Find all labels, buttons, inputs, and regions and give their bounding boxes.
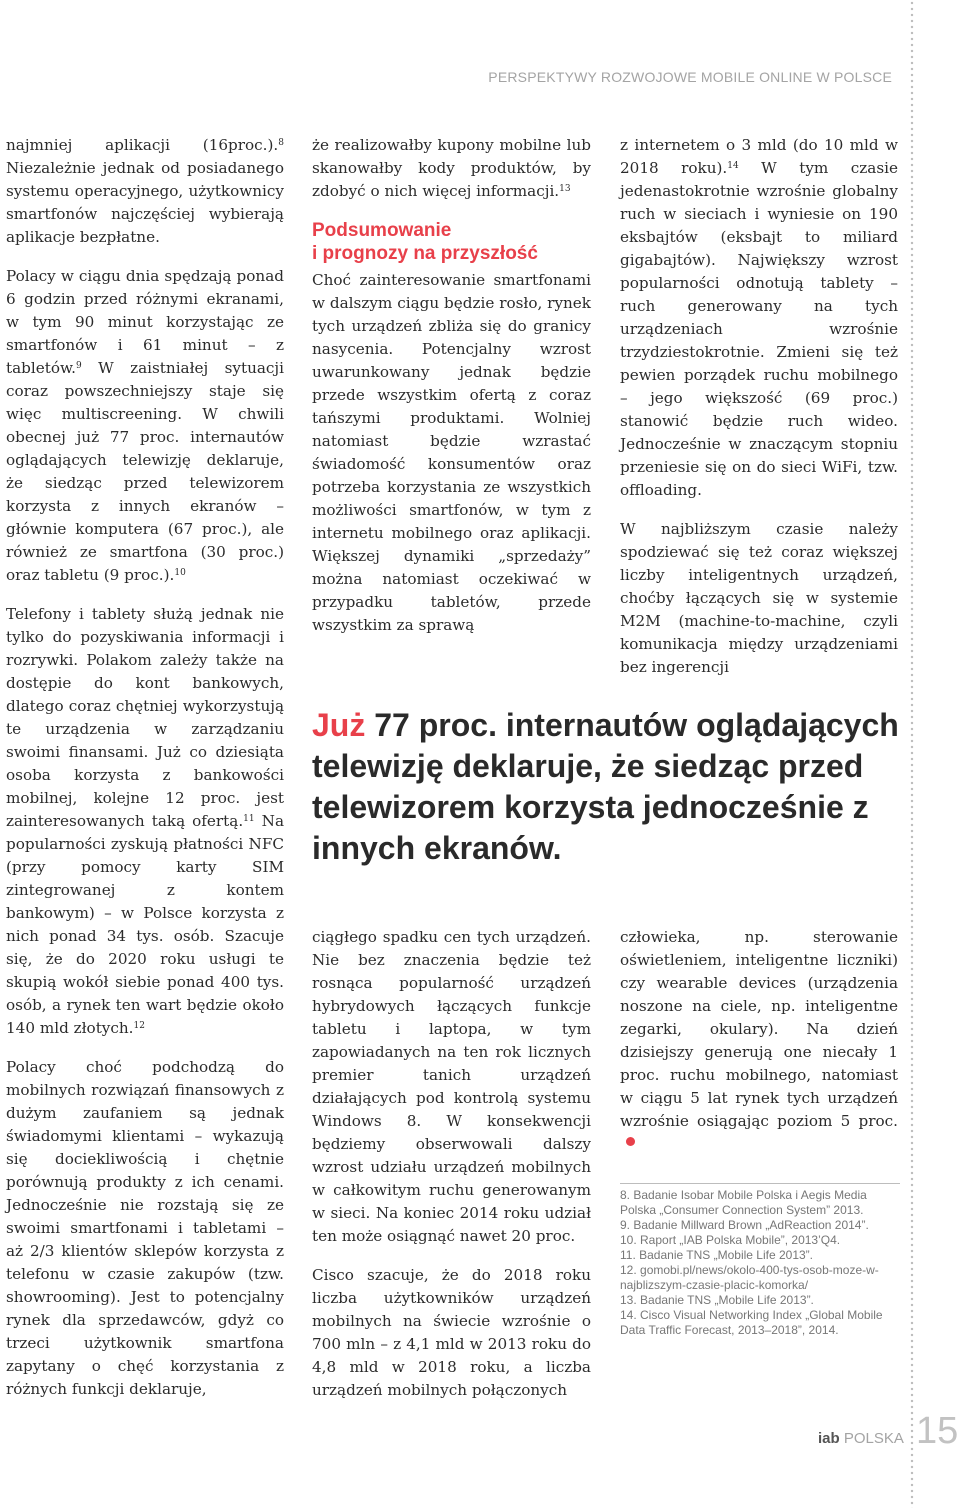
section-heading: Podsumowanie i prognozy na przyszłość — [312, 220, 538, 264]
footnotes — [620, 1188, 900, 1338]
column-3 — [620, 134, 898, 695]
end-mark-icon — [626, 1137, 635, 1146]
paragraph: Cisco szacuje, że do 2018 roku liczba użytkowników urządzeń mobilnych na świecie wzrośnie o 700 mln – z 4,1 mld w 2013 roku do 4,8 mld w 2018 roku, a liczba urządzeń mobilnych połączonych — [312, 1266, 591, 1399]
paragraph: Polacy w ciągu dnia spędzają ponad 6 godzin przed różnymi ekranami, w tym 90 minut korzystając ze smartfonów i 61 minut – z tabletów.$^9$ W zaistniałej sytuacji coraz powszechniejszy staje się więc multiscreening. W chwili obecnej już 77 proc. internautów oglądających telewizję deklaruje, że siedząc przed telewizorem korzysta z innych ekranów – głównie komputera (67 proc.), ale również ze smartfona (30 proc.) oraz tabletu (9 proc.).$^{10}$ — [6, 267, 284, 584]
paragraph: W najbliższym czasie należy spodziewać się też coraz większej liczby inteligentnych urządzeń, choćby łączących się w systemie M2M (machine-to-machine, czyli komunikacja między urządzeniami bez ingerencji — [620, 520, 898, 676]
pull-quote: Już 77 proc. internautów oglądających telewizję deklaruje, że siedząc przed telewizorem korzysta jednocześnie z innych ekranów. — [312, 707, 899, 866]
column-2 — [312, 134, 591, 653]
paragraph: z internetem o 3 mld (do 10 mld w 2018 roku).$^{14}$ W tym czasie jedenastokrotnie wzrośnie globalny ruch w sieciach i wyniesie on 190 eksbajtów (eksbajt to miliard gigabajtów). Największy wzrost popularności odnotują tablety – ruch generowany na tych urządzeniach wzrośnie trzydziestokrotnie. Zmieni się też pewien porządek ruchu mobilnego – jego większość (69 proc.) stanowić będzie ruch wideo. Jednocześnie w znaczącym stopniu przeniesie się on do sieci WiFi, tzw. offloading. — [620, 136, 898, 499]
column-1 — [6, 134, 284, 1417]
footnote: 10. Raport „IAB Polska Mobile”, 2013’Q4. — [620, 1233, 841, 1247]
footnote: 11. Badanie TNS „Mobile Life 2013”. — [620, 1248, 814, 1262]
footnote-ref: 13 — [559, 184, 571, 194]
paragraph: najmniej aplikacji (16proc.).$^8$ Niezależnie jednak od posiadanego systemu operacyjnego, użytkownicy smartfonów najczęściej wybierają aplikacje bezpłatne. — [6, 136, 284, 246]
paragraph: Telefony i tablety służą jednak nie tylko do pozyskiwania informacji i rozrywki. Polakom zależy także na dostępie do kont bankowych, dlatego coraz chętniej wykorzystują te urządzenia w zarządzaniu swoimi finansami. Już co dziesiąta osoba korzysta z bankowości mobilnej, kolejne 12 proc. jest zainteresowanych taką ofertą.$^{11}$ Na popularności zyskują płatności NFC (przy pomocy karty SIM zintegrowanej z kontem bankowym) – w Polsce korzysta z nich ponad 34 tys. osób. Szacuje się, że do 2020 roku usługi te skupią wokół siebie ponad 400 tys. osób, a rynek ten wart będzie około 140 mld złotych.$^{12}$ — [6, 605, 285, 1037]
paragraph: ciągłego spadku cen tych urządzeń. Nie bez znaczenia będzie też rosnąca popularność urządzeń hybrydowych łączących funkcje tabletu i laptopa, w tym zapowiadanych na ten rok licznych premier tanich urządzeń działających pod kontrolą systemu Windows 8. W konsekwencji będziemy obserwowali dalszy wzrost udziału urządzeń mobilnych w całkowitym ruchu generowanym w sieci. Na koniec 2014 roku udział ten może osiągnąć nawet 20 proc. — [312, 928, 591, 1245]
column-3-lower — [620, 926, 898, 1172]
footnote-ref: 8 — [278, 138, 284, 148]
footnote-ref: 11 — [243, 814, 255, 824]
paragraph: Choć zainteresowanie smartfonami w dalszym ciągu będzie rosło, rynek tych urządzeń zbliża się do granicy nasycenia. Potencjalny wzrost uwarunkowany jednak będzie przede wszystkim ofertą z coraz tańszymi produktami. Wolniej natomiast będzie wzrastać świadomość konsumentów oraz potrzeba korzystania ze wszystkich możliwości smartfonów, w tym z internetu mobilnego oraz aplikacji. Większej dynamiki „sprzedaży” można natomiast oczekiwać w przypadku tabletów, przede wszystkim za sprawą — [312, 271, 591, 634]
footnote-ref: 12 — [133, 1021, 145, 1031]
paragraph: Polacy choć podchodzą do mobilnych rozwiązań finansowych z dużym zaufaniem są jednak świadomymi klientami – wykazują się dociekliwością i chętnie porównują produkty z ich cenami. Jednocześnie nie rozstają się ze swoimi smartfonami i tabletami – aż 2/3 klientów sklepów korzysta z telefonu w czasie zakupów (tzw. showrooming). Jest to potencjalny rynek dla sprzedawców, gdyż co trzeci użytkownik smartfona zapytany o chęć korzystania z różnych funkcji deklaruje, — [6, 1058, 284, 1398]
footer-logo: iab POLSKA — [818, 1430, 904, 1447]
footnote: 9. Badanie Millward Brown „AdReaction 2014”. — [620, 1218, 869, 1232]
paragraph: że realizowałby kupony mobilne lub skanowałby kody produktów, by zdobyć o nich więcej informacji.$^{13}$ — [312, 136, 591, 200]
footnote-divider — [620, 1183, 900, 1184]
footnote-ref: 9 — [76, 361, 82, 371]
footnote: 13. Badanie TNS „Mobile Life 2013”. — [620, 1293, 814, 1307]
column-2-lower — [312, 926, 591, 1418]
paragraph: człowieka, np. sterowanie oświetleniem, inteligentne liczniki) czy wearable devices (urządzenia noszone na ciele, np. inteligentne zegarki, okulary). Na dzień dzisiejszy generują one niecały 1 proc. ruchu mobilnego, natomiast w ciągu 5 lat rynek tych urządzeń wzrośnie osiągając poziom 5 proc. — [620, 926, 898, 1156]
running-header: PERSPEKTYWY ROZWOJOWE MOBILE ONLINE W POLSCE — [488, 69, 892, 85]
footnote: 14. Cisco Visual Networking Index „Global Mobile Data Traffic Forecast, 2013–2018”, 2014. — [620, 1308, 883, 1337]
footnote: 12. gomobi.pl/news/okolo-400-tys-osob-moze-w-najblizszym-czasie-placic-komorka/ — [620, 1263, 879, 1292]
footnote-ref: 14 — [727, 161, 739, 171]
footnote: 8. Badanie Isobar Mobile Polska i Aegis Media Polska „Consumer Connection System” 2013. — [620, 1188, 867, 1217]
page-number: 15 — [916, 1410, 959, 1452]
footnote-ref: 10 — [174, 568, 186, 578]
